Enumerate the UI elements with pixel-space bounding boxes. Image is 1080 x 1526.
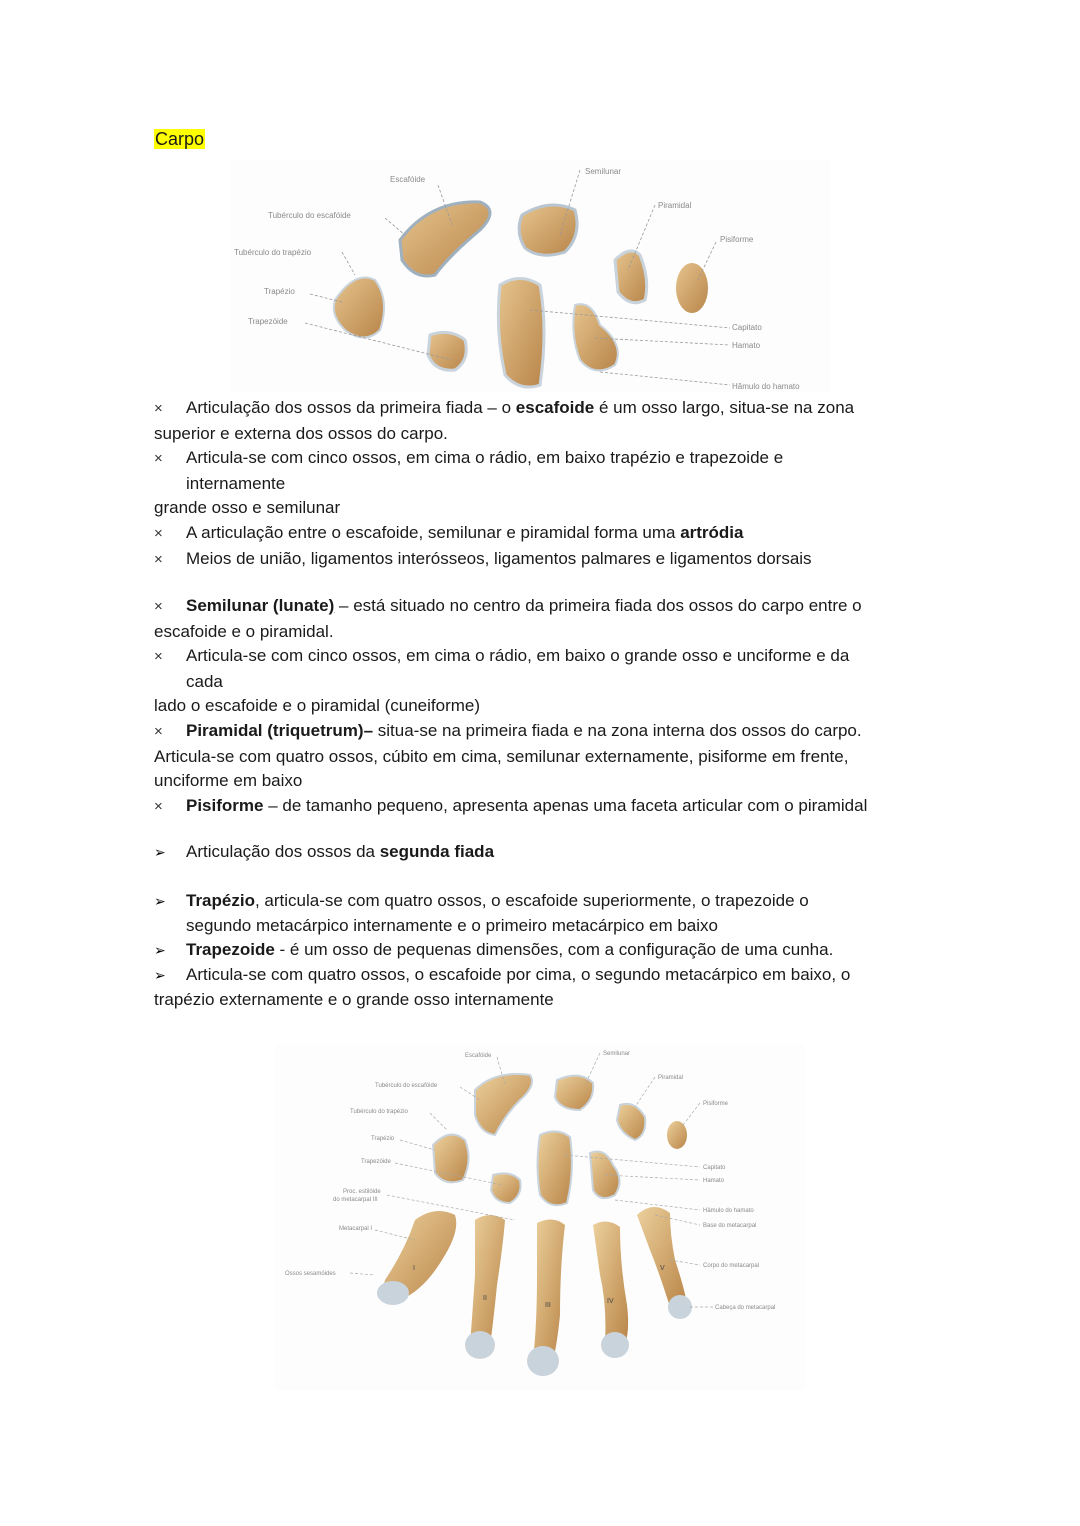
list-item: × Meios de união, ligamentos interósseos, ligamentos palmares e ligamentos dorsais bbox=[154, 547, 934, 573]
second-row-articulation-section: ➢ Articulação dos ossos da segunda fiada ➢ Trapézio, articula-se com quatro ossos, o escafoide superiormente, o trapezoide o segundo metacárpico internamente e o primeiro metacárpico em baixo ➢ Trapezoide - é um osso de pequenas dimensões, com a configuração de uma cunha. ➢ Articula-se com quatro ossos, o escafoide por cima, o segundo metacárpico em baixo, o trapézio externamente e o grande osso internamente bbox=[154, 840, 934, 1012]
list-item: × Articula-se com cinco ossos, em cima o rádio, em baixo trapézio e trapezoide e bbox=[154, 446, 934, 472]
arrow-bullet-icon: ➢ bbox=[154, 844, 166, 860]
highlighted-heading: Carpo bbox=[155, 129, 205, 149]
x-bullet-icon: × bbox=[154, 400, 163, 417]
x-bullet-icon: × bbox=[154, 797, 163, 815]
label-pisiforme: Pisiforme bbox=[720, 235, 754, 244]
label-base-metacarpal: Base do metacarpal bbox=[703, 1223, 757, 1229]
x-bullet-icon: × bbox=[154, 722, 163, 740]
label-trapezoide: Trapezóide bbox=[361, 1159, 391, 1165]
label-trapezio: Trapézio bbox=[371, 1136, 395, 1142]
carpal-metacarpal-figure bbox=[275, 1045, 805, 1390]
x-bullet-icon: × bbox=[154, 598, 163, 615]
metacarpal-number: V bbox=[660, 1265, 665, 1272]
x-bullet-icon: × bbox=[154, 450, 163, 468]
list-item: × A articulação entre o escafoide, semilunar e piramidal forma uma artródia bbox=[154, 521, 934, 547]
metacarpal-number: IV bbox=[607, 1298, 614, 1305]
list-item: × Piramidal (triquetrum)– situa-se na primeira fiada e na zona interna dos ossos do carpo. bbox=[154, 719, 934, 745]
x-bullet-icon: × bbox=[154, 524, 163, 542]
label-pisiforme: Pisiforme bbox=[703, 1101, 729, 1107]
metacarpal-number: II bbox=[483, 1295, 487, 1302]
label-hamulo: Hâmulo do hamato bbox=[732, 382, 800, 391]
spacer bbox=[154, 865, 934, 890]
label-piramidal: Piramidal bbox=[658, 1075, 684, 1081]
list-item: ➢ Articula-se com quatro ossos, o escafoide por cima, o segundo metacárpico em baixo, o bbox=[154, 963, 934, 988]
list-item: × Semilunar (lunate) – está situado no centro da primeira fiada dos ossos do carpo entre o bbox=[154, 594, 934, 620]
label-semilunar: Semilunar bbox=[585, 167, 622, 176]
x-bullet-icon: × bbox=[154, 550, 163, 568]
section-heading bbox=[154, 128, 205, 150]
metacarpal-number: I bbox=[413, 1265, 415, 1272]
label-tuberculo-escafoide: Tubérculo do escafóide bbox=[268, 211, 351, 220]
label-proc-estiloide: Proc. estilóide bbox=[343, 1189, 381, 1195]
x-bullet-icon: × bbox=[154, 648, 163, 666]
label-hamato: Hamato bbox=[703, 1178, 725, 1184]
list-item: ➢ Articulação dos ossos da segunda fiada bbox=[154, 840, 934, 865]
bone-descriptions-section: × Semilunar (lunate) – está situado no centro da primeira fiada dos ossos do carpo entre o escafoide e o piramidal. × Articula-se com cinco ossos, em cima o rádio, em baixo o grande osso e unciforme e da cada lado o escafoide e o piramidal (cuneiforme) × Piramidal (triquetrum)– situa-se na primeira fiada e na zona interna dos ossos do carpo. Articula-se com quatro ossos, cúbito em cima, semilunar externamente, pisiforme em frente, unciforme em baixo × Pisiforme – de tamanho pequeno, apresenta apenas uma faceta articular com o piramidal bbox=[154, 594, 934, 819]
carpal-bones-figure bbox=[230, 160, 830, 392]
list-item: × Articula-se com cinco ossos, em cima o rádio, em baixo o grande osso e unciforme e da bbox=[154, 644, 934, 670]
list-item: × Articulação dos ossos da primeira fiada – o escafoide é um osso largo, situa-se na zona bbox=[154, 396, 934, 422]
first-row-articulation-section: × Articulação dos ossos da primeira fiada – o escafoide é um osso largo, situa-se na zona superior e externa dos ossos do carpo. × Articula-se com cinco ossos, em cima o rádio, em baixo trapézio e trapezoide e internamente grande osso e semilunar × A articulação entre o escafoide, semilunar e piramidal forma uma artródia × Meios de união, ligamentos interósseos, ligamentos palmares e ligamentos dorsais bbox=[154, 396, 934, 572]
label-corpo-metacarpal: Corpo do metacarpal bbox=[703, 1263, 760, 1269]
label-cabeca-metacarpal: Cabeça do metacarpal bbox=[715, 1305, 776, 1311]
label-ossos-sesamoides: Ossos sesamóides bbox=[285, 1271, 336, 1277]
label-hamulo: Hâmulo do hamato bbox=[703, 1208, 754, 1214]
arrow-bullet-icon: ➢ bbox=[154, 966, 166, 983]
label-tuberculo-trapezio: Tubérculo do trapézio bbox=[234, 248, 312, 257]
label-capitato: Capitato bbox=[732, 323, 762, 332]
list-item: × Pisiforme – de tamanho pequeno, apresenta apenas uma faceta articular com o piramidal bbox=[154, 794, 934, 820]
label-capitato: Capitato bbox=[703, 1165, 726, 1171]
arrow-bullet-icon: ➢ bbox=[154, 893, 166, 910]
label-metacarpal-1: Metacarpal I bbox=[339, 1226, 373, 1232]
label-escafoide: Escafóide bbox=[465, 1053, 492, 1059]
label-trapezio: Trapézio bbox=[264, 287, 295, 296]
label-escafoide: Escafóide bbox=[390, 175, 426, 184]
label-tuberculo-escafoide: Tubérculo do escafóide bbox=[375, 1083, 438, 1089]
label-piramidal: Piramidal bbox=[658, 201, 692, 210]
list-item: ➢ Trapézio, articula-se com quatro ossos, o escafoide superiormente, o trapezoide o bbox=[154, 889, 934, 914]
label-trapezoide: Trapezóide bbox=[248, 317, 288, 326]
label-semilunar: Semilunar bbox=[603, 1051, 631, 1057]
list-item: ➢ Trapezoide - é um osso de pequenas dimensões, com a configuração de uma cunha. bbox=[154, 938, 934, 963]
metacarpal-number: III bbox=[545, 1302, 551, 1309]
arrow-bullet-icon: ➢ bbox=[154, 942, 166, 959]
label-tuberculo-trapezio: Tubérculo do trapézio bbox=[350, 1109, 408, 1115]
label-proc-estiloide-2: do metacarpal III bbox=[333, 1197, 378, 1203]
label-hamato: Hamato bbox=[732, 341, 761, 350]
